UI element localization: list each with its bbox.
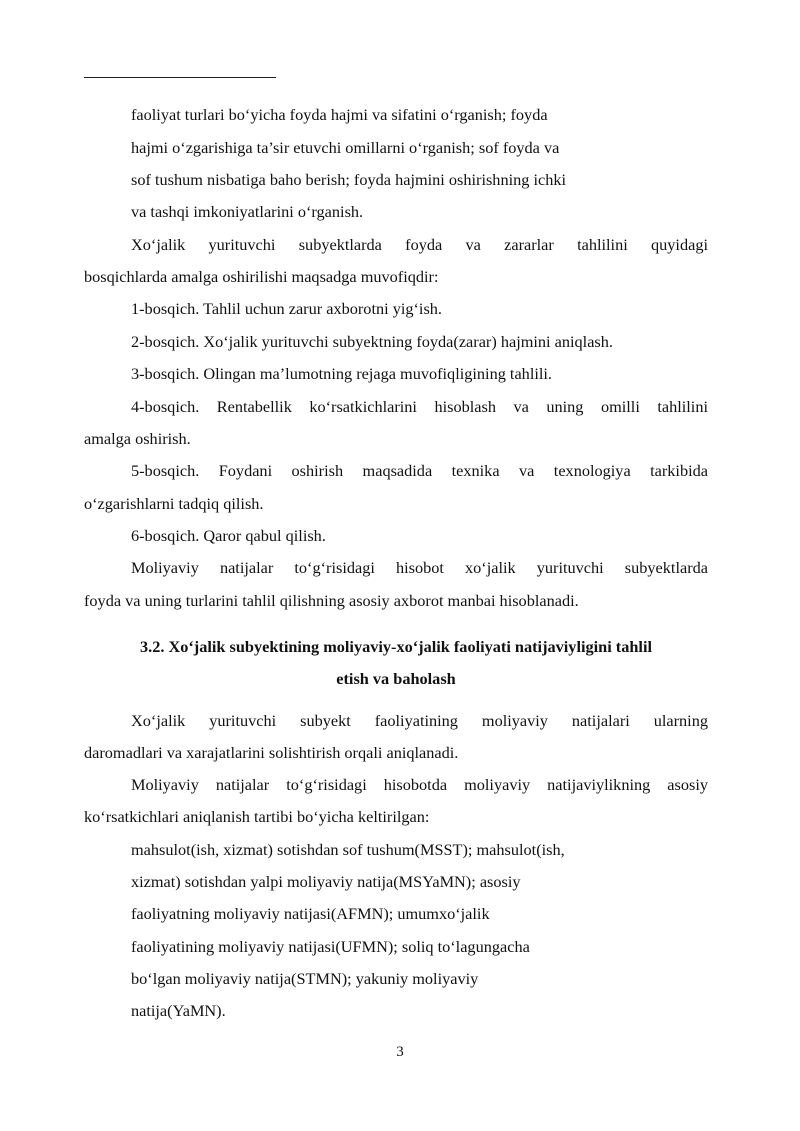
paragraph-line: Xo‘jalik yurituvchi subyektlarda foyda va zararlar tahlilini quyidagi [131, 235, 708, 254]
indicator-line: xizmat) sotishdan yalpi moliyaviy natija(MSYaMN); asosiy [131, 872, 521, 891]
stage-item: o‘zgarishlarni tadqiq qilish. [84, 494, 264, 513]
stage-item: 4-bosqich. Rentabellik ko‘rsatkichlarini hisoblash va uning omilli tahlilini [131, 397, 708, 416]
paragraph-line: Xo‘jalik yurituvchi subyekt faoliyatining moliyaviy natijalari ularning [131, 711, 708, 730]
text-line: va tashqi imkoniyatlarini o‘rganish. [131, 202, 364, 221]
page-number: 3 [396, 1044, 404, 1060]
paragraph-line: Moliyaviy natijalar to‘g‘risidagi hisobotda moliyaviy natijaviylikning asosiy [131, 775, 708, 794]
stage-item: 6-bosqich. Qaror qabul qilish. [131, 526, 326, 545]
stage-item: 3-bosqich. Olingan ma’lumotning rejaga muvofiqligining tahlili. [131, 364, 552, 383]
text-line: hajmi o‘zgarishiga ta’sir etuvchi omillarni o‘rganish; sof foyda va [131, 138, 560, 157]
section-heading: etish va baholash [336, 669, 456, 688]
indicator-line: faoliyatning moliyaviy natijasi(AFMN); umumxo‘jalik [131, 904, 490, 923]
indicator-line: mahsulot(ish, xizmat) sotishdan sof tushum(MSST); mahsulot(ish, [131, 840, 565, 859]
paragraph-line: ko‘rsatkichlari aniqlanish tartibi bo‘yicha keltirilgan: [84, 807, 430, 826]
section-heading: 3.2. Xo‘jalik subyektining moliyaviy-xo‘jalik faoliyati natijaviyligini tahlil [139, 637, 652, 656]
paragraph-line: foyda va uning turlarini tahlil qilishning asosiy axborot manbai hisoblanadi. [84, 591, 579, 610]
stage-item: amalga oshirish. [84, 429, 191, 448]
stage-item: 5-bosqich. Foydani oshirish maqsadida texnika va texnologiya tarkibida [131, 461, 708, 480]
indicator-line: natija(YaMN). [131, 1001, 226, 1020]
paragraph-line: bosqichlarda amalga oshirilishi maqsadga muvofiqdir: [84, 267, 439, 286]
stage-item: 1-bosqich. Tahlil uchun zarur axborotni yig‘ish. [131, 299, 443, 318]
text-line: sof tushum nisbatiga baho berish; foyda hajmini oshirishning ichki [131, 170, 567, 189]
text-line: faoliyat turlari bo‘yicha foyda hajmi va sifatini o‘rganish; foyda [131, 105, 548, 124]
footnote-separator [84, 77, 276, 78]
indicator-line: faoliyatining moliyaviy natijasi(UFMN); soliq to‘lagungacha [131, 937, 530, 956]
paragraph-line: Moliyaviy natijalar to‘g‘risidagi hisobot xo‘jalik yurituvchi subyektlarda [131, 558, 708, 577]
indicator-line: bo‘lgan moliyaviy natija(STMN); yakuniy moliyaviy [131, 969, 479, 988]
paragraph-line: daromadlari va xarajatlarini solishtirish orqali aniqlanadi. [84, 743, 459, 762]
stage-item: 2-bosqich. Xo‘jalik yurituvchi subyektning foyda(zarar) hajmini aniqlash. [131, 332, 613, 351]
